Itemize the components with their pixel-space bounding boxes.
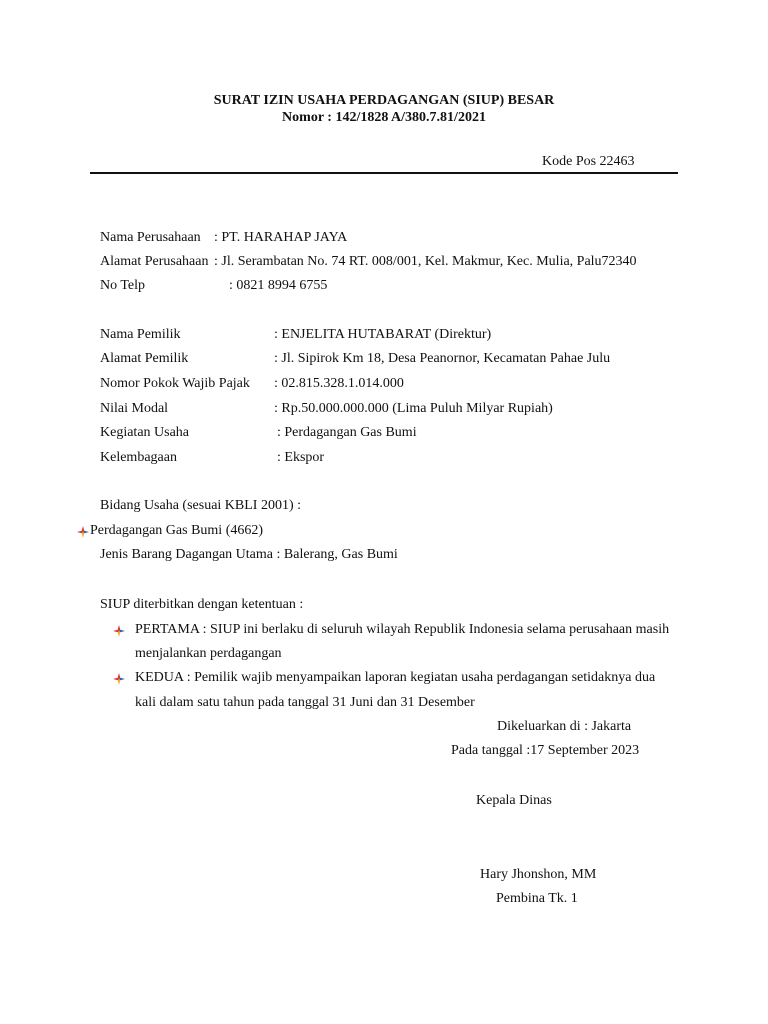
document-title: SURAT IZIN USAHA PERDAGANGAN (SIUP) BESAR	[213, 93, 555, 108]
owner-address-value: : Jl. Sipirok Km 18, Desa Peanornor, Kecamatan Pahae Julu	[274, 351, 611, 366]
business-field-heading: Bidang Usaha (sesuai KBLI 2001) :	[100, 498, 302, 513]
four-point-star-bullet-icon	[113, 673, 125, 685]
provision-first-line1: PERTAMA : SIUP ini berlaku di seluruh wilayah Republik Indonesia selama perusahaan masih	[135, 622, 670, 637]
institution-label: Kelembagaan	[100, 450, 177, 465]
header-divider	[90, 172, 678, 174]
main-goods: Jenis Barang Dagangan Utama : Balerang, Gas Bumi	[100, 547, 398, 562]
company-phone-label: No Telp	[100, 278, 146, 293]
owner-name-label: Nama Pemilik	[100, 327, 181, 342]
document-number: Nomor : 142/1828 A/380.7.81/2021	[282, 110, 486, 125]
business-field-item: Perdagangan Gas Bumi (4662)	[90, 523, 264, 538]
institution-value: : Ekspor	[277, 450, 325, 465]
company-name-value: : PT. HARAHAP JAYA	[214, 230, 348, 245]
owner-name-value: : ENJELITA HUTABARAT (Direktur)	[274, 327, 492, 342]
npwp-label: Nomor Pokok Wajib Pajak	[100, 376, 250, 391]
provision-first-line2: menjalankan perdagangan	[135, 646, 282, 661]
postal-code: Kode Pos 22463	[542, 154, 635, 169]
activity-label: Kegiatan Usaha	[100, 425, 190, 440]
company-address-value: : Jl. Serambatan No. 74 RT. 008/001, Kel. Makmur, Kec. Mulia, Palu72340	[214, 254, 637, 269]
company-name-label: Nama Perusahaan	[100, 230, 201, 245]
owner-address-label: Alamat Pemilik	[100, 351, 189, 366]
capital-label: Nilai Modal	[100, 401, 169, 416]
company-address-label: Alamat Perusahaan	[100, 254, 209, 269]
provisions-heading: SIUP diterbitkan dengan ketentuan :	[100, 597, 304, 612]
four-point-star-bullet-icon	[113, 625, 125, 637]
issuance-place: Dikeluarkan di : Jakarta	[497, 719, 632, 734]
signatory-name: Hary Jhonshon, MM	[480, 867, 597, 882]
provision-second-line1: KEDUA : Pemilik wajib menyampaikan laporan kegiatan usaha perdagangan setidaknya dua	[135, 670, 656, 685]
issuance-date: Pada tanggal :17 September 2023	[451, 743, 640, 758]
signatory-position: Kepala Dinas	[476, 793, 552, 808]
npwp-value: : 02.815.328.1.014.000	[274, 376, 404, 391]
activity-value: : Perdagangan Gas Bumi	[277, 425, 417, 440]
four-point-star-bullet-icon	[77, 526, 89, 538]
company-phone-value: : 0821 8994 6755	[229, 278, 328, 293]
capital-value: : Rp.50.000.000.000 (Lima Puluh Milyar Rupiah)	[274, 401, 553, 416]
signatory-rank: Pembina Tk. 1	[496, 891, 578, 906]
provision-second-line2: kali dalam satu tahun pada tanggal 31 Juni dan 31 Desember	[135, 695, 475, 710]
